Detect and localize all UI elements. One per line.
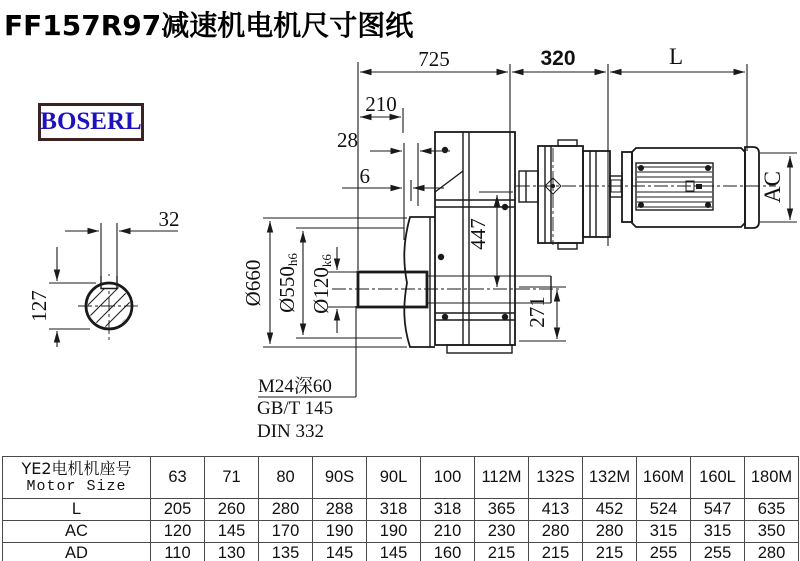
frame-size-column-header: 100 (421, 457, 475, 499)
dim-L: L (668, 44, 684, 69)
table-cell: 315 (637, 521, 691, 543)
table-cell: 205 (151, 499, 205, 521)
table-row (3, 499, 799, 521)
frame-size-column-header: 63 (151, 457, 205, 499)
frame-size-column-header: 132M (583, 457, 637, 499)
table-cell: 280 (745, 543, 799, 561)
dim-32: 32 (158, 207, 180, 231)
table-cell: 280 (583, 521, 637, 543)
table-cell: 524 (637, 499, 691, 521)
dim-210: 210 (365, 92, 397, 116)
table-cell: 215 (475, 543, 529, 561)
brand-logo: BOSERL (38, 103, 144, 141)
dim-447: 447 (466, 218, 490, 250)
table-cell: 230 (475, 521, 529, 543)
frame-size-column-header: 180M (745, 457, 799, 499)
header-en: Motor Size (26, 478, 127, 495)
frame-size-column-header: 80 (259, 457, 313, 499)
dim-dia120: Ø120k6 (309, 254, 334, 314)
table-cell: 452 (583, 499, 637, 521)
table-cell: 255 (691, 543, 745, 561)
table-cell: 350 (745, 521, 799, 543)
frame-size-column-header: 90L (367, 457, 421, 499)
table-cell: 547 (691, 499, 745, 521)
table-cell: 413 (529, 499, 583, 521)
dim-AC: AC (760, 171, 785, 203)
note-thread: M24深60 (258, 376, 332, 397)
table-cell: 365 (475, 499, 529, 521)
frame-size-column-header: 160L (691, 457, 745, 499)
table-cell: 170 (259, 521, 313, 543)
table-cell: 110 (151, 543, 205, 561)
table-cell: 130 (205, 543, 259, 561)
frame-size-column-header: 132S (529, 457, 583, 499)
dim-127: 127 (27, 290, 51, 322)
table-cell: 215 (529, 543, 583, 561)
page-title: FF157R97减速机电机尺寸图纸 (4, 9, 414, 42)
motor-size-header-cell (3, 457, 151, 499)
table-cell: 318 (367, 499, 421, 521)
table-cell: 255 (637, 543, 691, 561)
table-row (3, 521, 799, 543)
table-cell: 280 (259, 499, 313, 521)
motor (516, 147, 776, 228)
table-cell: 160 (421, 543, 475, 561)
table-cell: 318 (421, 499, 475, 521)
table-cell: 145 (205, 521, 259, 543)
table-cell: 635 (745, 499, 799, 521)
frame-size-column-header: 71 (205, 457, 259, 499)
frame-size-column-header: 90S (313, 457, 367, 499)
note-gb: GB/T 145 (257, 398, 334, 419)
dim-320: 320 (540, 47, 576, 70)
dimension-lines (57, 72, 790, 397)
dim-271: 271 (525, 296, 549, 328)
frame-size-column-header: 160M (637, 457, 691, 499)
table-cell: 120 (151, 521, 205, 543)
dim-725: 725 (418, 47, 450, 71)
motor-size-table (2, 456, 799, 561)
row-label: AD (3, 543, 151, 561)
table-cell: 260 (205, 499, 259, 521)
table-cell: 135 (259, 543, 313, 561)
table-cell: 280 (529, 521, 583, 543)
table-header-row (3, 457, 799, 499)
table-cell: 145 (367, 543, 421, 561)
table-cell: 210 (421, 521, 475, 543)
note-din: DIN 332 (257, 421, 325, 442)
dim-28: 28 (337, 128, 358, 152)
dim-6: 6 (359, 164, 370, 188)
table-cell: 288 (313, 499, 367, 521)
table-row (3, 543, 799, 561)
dim-dia550: Ø550h6 (275, 253, 300, 313)
table-cell: 145 (313, 543, 367, 561)
table-cell: 190 (313, 521, 367, 543)
dim-dia660: Ø660 (241, 259, 265, 307)
frame-size-column-header: 112M (475, 457, 529, 499)
row-label: L (3, 499, 151, 521)
extension-lines (49, 62, 797, 347)
header-cn: YE2电机机座号 (21, 459, 132, 478)
table-cell: 315 (691, 521, 745, 543)
input-adapter (519, 140, 622, 249)
table-cell: 215 (583, 543, 637, 561)
table-cell: 190 (367, 521, 421, 543)
row-label: AC (3, 521, 151, 543)
